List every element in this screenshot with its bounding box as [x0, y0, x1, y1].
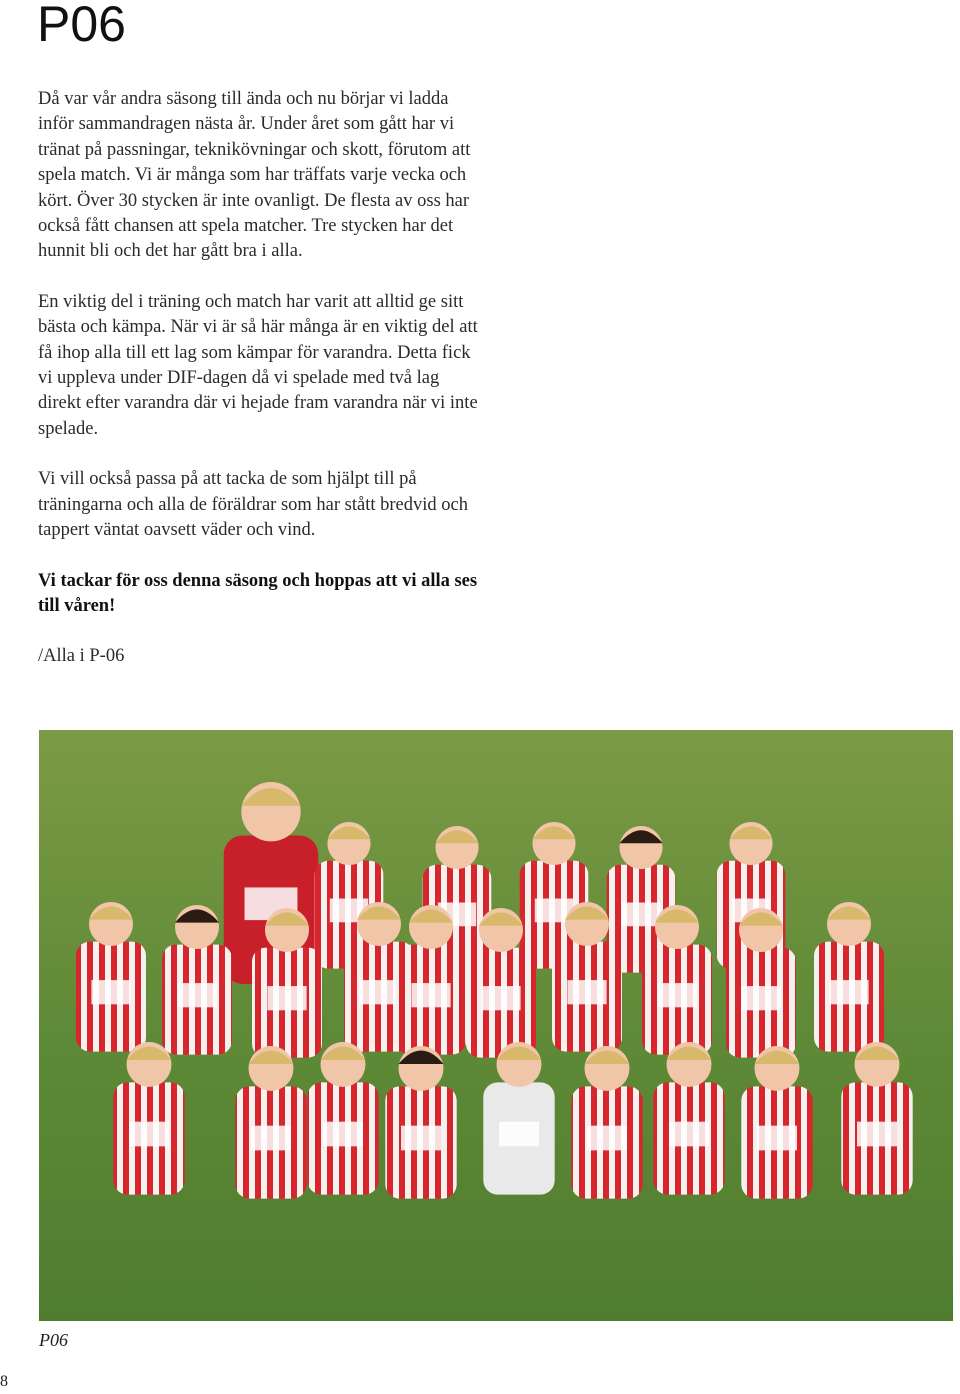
photo-caption: P06: [39, 1330, 68, 1350]
signature: /Alla i P-06: [38, 646, 125, 667]
team-photo: [39, 730, 953, 1321]
team-photo-illustration: [39, 730, 953, 1321]
page-number: 8: [0, 1373, 8, 1390]
page-title: P06: [37, 0, 126, 52]
paragraph-2: En viktig del i träning och match har varit att alltid ge sitt bästa och kämpa. När vi är så här många är en viktig del att få ihop alla till ett lag som kämpar för varandra. Detta fick vi uppleva under DIF-dagen då vi spelade med två lag direkt efter varandra där vi hejade fram varandra när vi inte spelade.: [38, 291, 478, 439]
article-body: [38, 87, 478, 695]
paragraph-1: Då var vår andra säsong till ända och nu börjar vi ladda inför sammandragen nästa år. Under året som gått har vi tränat på passningar, teknikövningar och skott, förutom att spela match. Vi är många som har träffats varje vecka och kört. Över 30 stycken är inte ovanligt. De flesta av oss har också fått chansen att spela matcher. Tre stycken har det hunnit bli och det har gått bra i alla.: [38, 89, 471, 262]
closing-statement: Vi tackar för oss denna säsong och hoppas att vi alla ses till våren!: [38, 570, 478, 616]
paragraph-3: Vi vill också passa på att tacka de som hjälpt till på träningarna och alla de föräldrar som har stått bredvid och tappert väntat oavsett väder och vind.: [38, 469, 468, 541]
